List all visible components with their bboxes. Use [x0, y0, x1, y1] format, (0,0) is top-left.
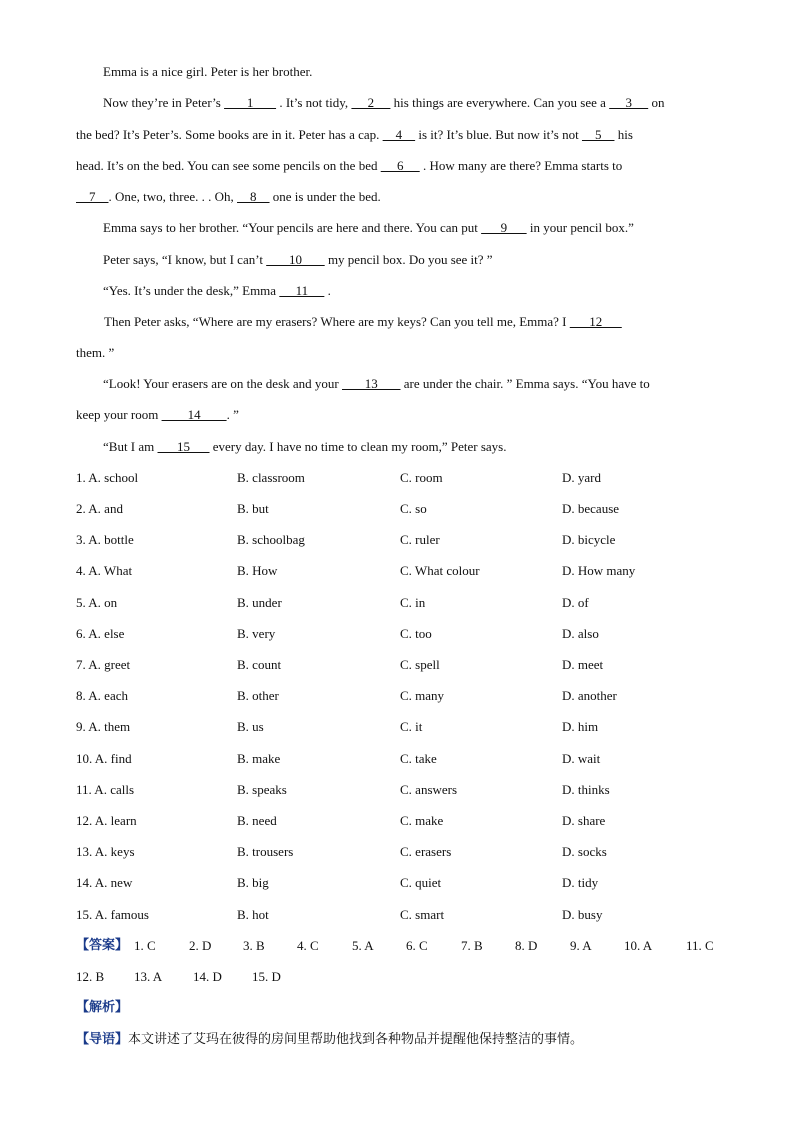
option-a: 10. A. find [76, 751, 132, 766]
option-c: C. spell [400, 657, 440, 672]
blank-14: 14 [161, 407, 227, 422]
option-c: C. erasers [400, 844, 452, 859]
option-d: D. busy [562, 907, 603, 922]
option-c: C. many [400, 688, 445, 703]
option-d: D. bicycle [562, 532, 616, 547]
guide-text: 本文讲述了艾玛在彼得的房间里帮助他找到各种物品并提醒他保持整洁的事情。 [128, 1032, 584, 1047]
option-b: B. hot [237, 907, 269, 922]
option-c: C. room [400, 470, 443, 485]
option-d: D. because [562, 501, 620, 516]
answer-item: 15. D [252, 969, 281, 984]
answer-item: 1. C [134, 938, 156, 953]
option-c: C. smart [400, 907, 445, 922]
blank-15: 15 [157, 439, 210, 454]
passage-line-10: them. ” [76, 345, 115, 360]
option-c: C. so [400, 501, 427, 516]
option-a: 13. A. keys [76, 844, 135, 859]
option-a: 8. A. each [76, 688, 128, 703]
blank-10: 10 [266, 252, 325, 267]
answer-item: 4. C [297, 938, 319, 953]
option-d: D. wait [562, 751, 601, 766]
passage-line-1: Emma is a nice girl. Peter is her brother. [103, 64, 313, 79]
passage-line-7: Peter says, “I know, but I can’t 10 my pencil box. Do you see it? ” [103, 252, 493, 267]
option-b: B. make [237, 751, 281, 766]
answer-item: 2. D [189, 938, 212, 953]
blank-3: 3 [609, 95, 649, 110]
passage-line-9: Then Peter asks, “Where are my erasers? Where are my keys? Can you tell me, Emma? I 12 [104, 314, 622, 329]
option-a: 7. A. greet [76, 657, 131, 672]
option-b: B. other [237, 688, 279, 703]
option-c: C. too [400, 626, 432, 641]
option-a: 2. A. and [76, 501, 123, 516]
option-d: D. meet [562, 657, 604, 672]
option-c: C. What colour [400, 563, 480, 578]
option-c: C. quiet [400, 875, 442, 890]
passage-line-5: 7 . One, two, three. . . Oh, 8 one is under the bed. [76, 189, 381, 204]
option-d: D. yard [562, 470, 601, 485]
option-c: C. ruler [400, 532, 440, 547]
option-b: B. need [237, 813, 277, 828]
option-d: D. another [562, 688, 617, 703]
option-a: 1. A. school [76, 470, 139, 485]
option-a: 3. A. bottle [76, 532, 134, 547]
option-d: D. also [562, 626, 599, 641]
passage-line-6: Emma says to her brother. “Your pencils are here and there. You can put 9 in your pencil box.” [103, 220, 634, 235]
blank-13: 13 [342, 376, 401, 391]
option-b: B. count [237, 657, 282, 672]
passage-line-8: “Yes. It’s under the desk,” Emma 11 . [103, 283, 331, 298]
option-b: B. How [237, 563, 278, 578]
option-a: 12. A. learn [76, 813, 137, 828]
answer-item: 7. B [461, 938, 483, 953]
answer-item: 11. C [686, 938, 714, 953]
answer-label: 【答案】 [76, 938, 129, 953]
option-d: D. of [562, 595, 589, 610]
blank-12: 12 [569, 314, 622, 329]
blank-4: 4 [382, 127, 416, 142]
option-b: B. classroom [237, 470, 305, 485]
option-d: D. tidy [562, 875, 599, 890]
option-a: 4. A. What [76, 563, 133, 578]
passage-line-2: Now they’re in Peter’s 1 . It’s not tidy, 2 his things are everywhere. Can you see a 3 on [103, 95, 665, 110]
option-b: B. speaks [237, 782, 287, 797]
option-c: C. take [400, 751, 437, 766]
option-d: D. share [562, 813, 606, 828]
answer-item: 13. A [134, 969, 163, 984]
option-d: D. him [562, 719, 599, 734]
analysis-label: 【解析】 [76, 1000, 129, 1015]
option-a: 14. A. new [76, 875, 133, 890]
blank-2: 2 [351, 95, 391, 110]
passage-line-3: the bed? It’s Peter’s. Some books are in it. Peter has a cap. 4 is it? It’s blue. But now it’s not 5 his [76, 127, 633, 142]
option-c: C. it [400, 719, 423, 734]
option-d: D. thinks [562, 782, 610, 797]
blank-5: 5 [581, 127, 615, 142]
blank-8: 8 [237, 189, 270, 204]
option-b: B. very [237, 626, 276, 641]
passage-line-12: keep your room 14 . ” [76, 407, 239, 422]
blank-11: 11 [279, 283, 325, 298]
blank-7: 7 [76, 189, 109, 204]
guide-label: 【导语】 [76, 1032, 129, 1047]
blank-1: 1 [224, 95, 277, 110]
option-b: B. big [237, 875, 269, 890]
option-b: B. us [237, 719, 264, 734]
option-c: C. in [400, 595, 426, 610]
passage-line-4: head. It’s on the bed. You can see some pencils on the bed 6 . How many are there? Emma starts to [76, 158, 623, 173]
option-a: 11. A. calls [76, 782, 135, 797]
passage-line-11: “Look! Your erasers are on the desk and your 13 are under the chair. ” Emma says. “You have to [103, 376, 650, 391]
option-b: B. trousers [237, 844, 294, 859]
option-c: C. make [400, 813, 444, 828]
option-b: B. under [237, 595, 282, 610]
blank-6: 6 [380, 158, 420, 173]
option-a: 5. A. on [76, 595, 118, 610]
option-d: D. socks [562, 844, 607, 859]
option-a: 15. A. famous [76, 907, 149, 922]
option-b: B. schoolbag [237, 532, 305, 547]
blank-9: 9 [481, 220, 527, 235]
answer-item: 3. B [243, 938, 265, 953]
guide-paragraph [76, 1031, 583, 1048]
answer-item: 5. A [352, 938, 374, 953]
answer-item: 10. A [624, 938, 653, 953]
option-c: C. answers [400, 782, 458, 797]
answer-item: 12. B [76, 969, 105, 984]
answer-item: 6. C [406, 938, 428, 953]
answer-item: 14. D [193, 969, 222, 984]
answer-item: 9. A [570, 938, 592, 953]
passage-line-13: “But I am 15 every day. I have no time to clean my room,” Peter says. [103, 439, 507, 454]
option-b: B. but [237, 501, 269, 516]
option-a: 6. A. else [76, 626, 125, 641]
option-d: D. How many [562, 563, 636, 578]
option-a: 9. A. them [76, 719, 131, 734]
answer-item: 8. D [515, 938, 538, 953]
